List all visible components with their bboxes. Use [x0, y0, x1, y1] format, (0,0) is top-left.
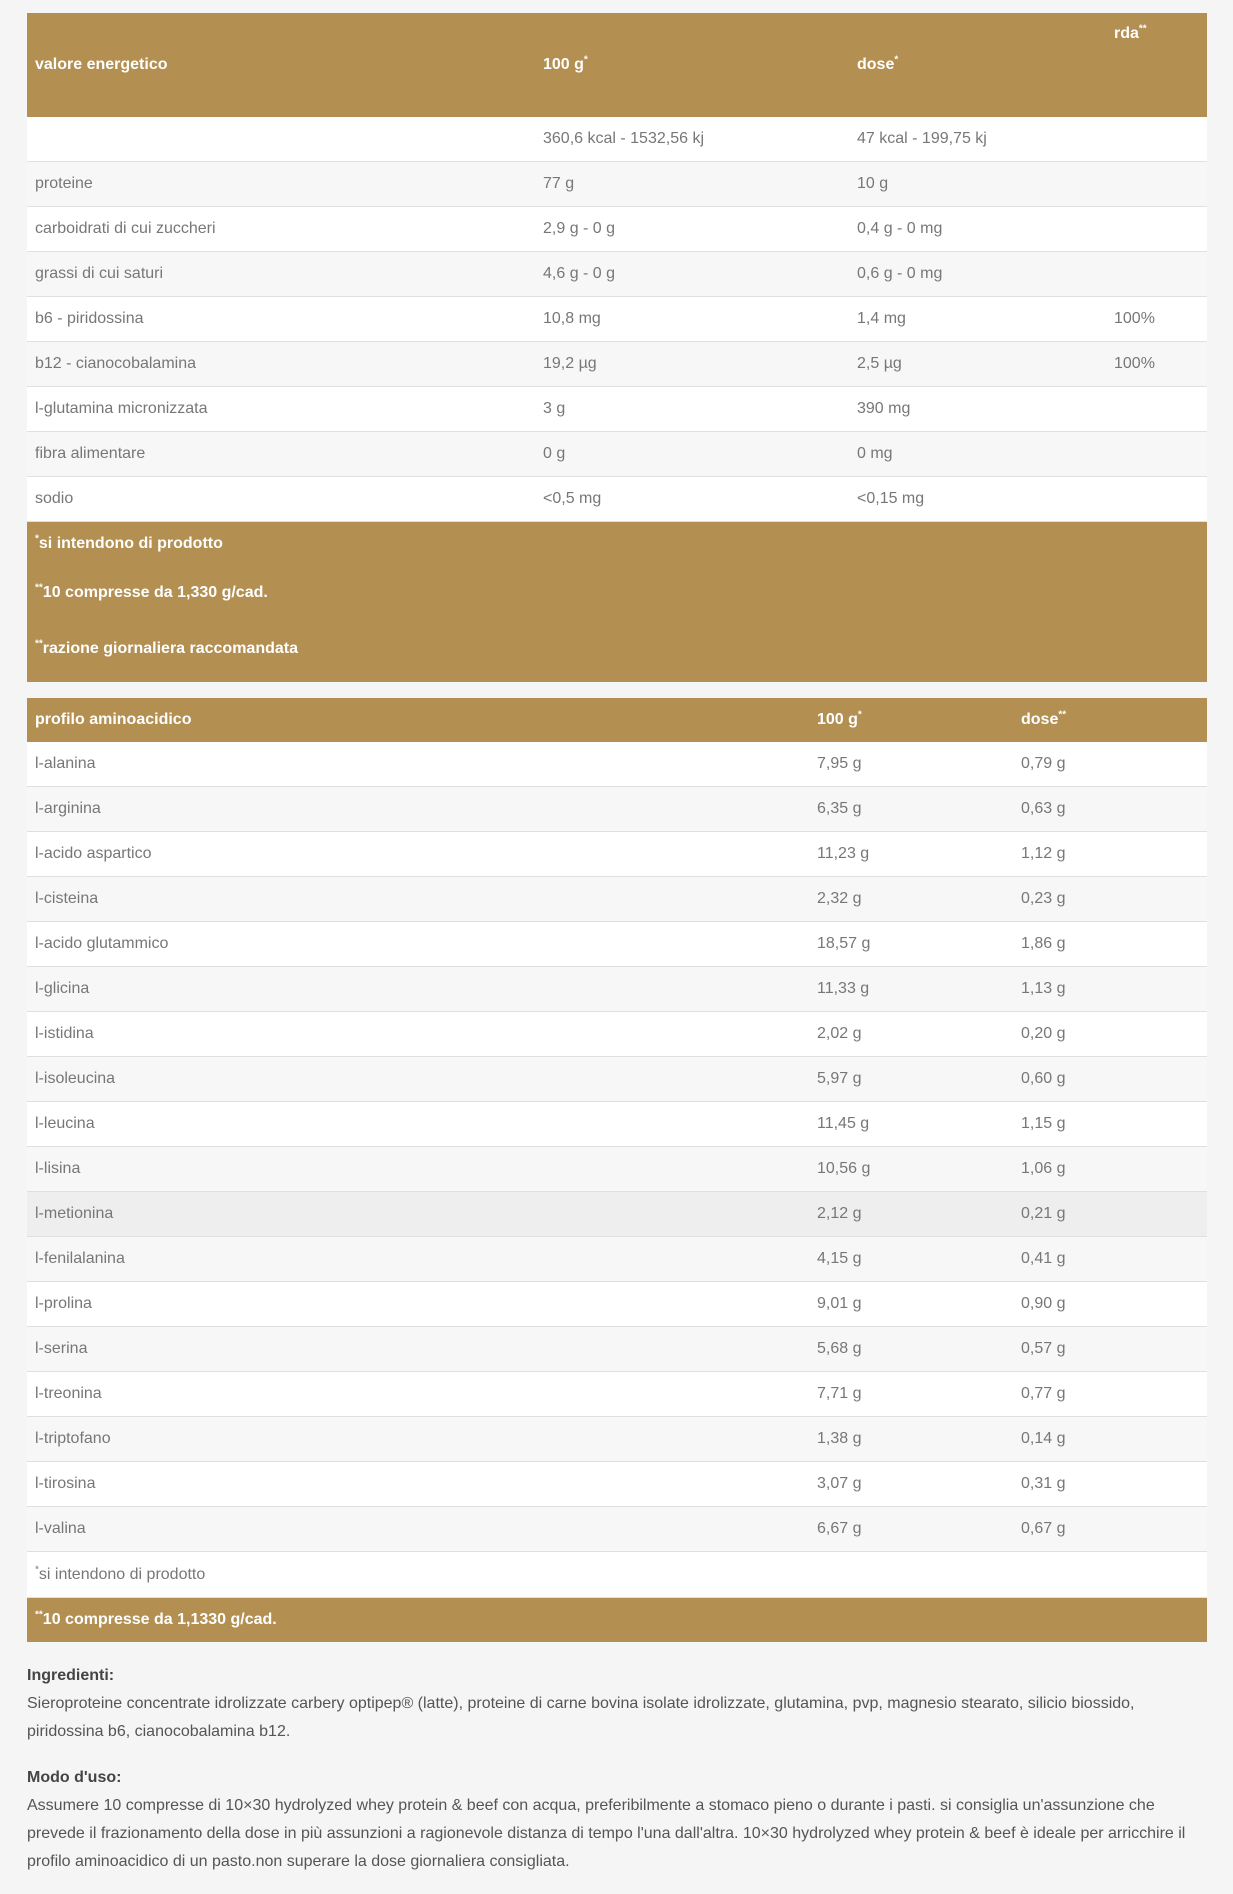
nutrition-header-per100: 100 g*: [543, 54, 588, 73]
amino-row: [27, 787, 1207, 832]
amino-cell-per100: 6,35 g: [809, 787, 1013, 832]
amino-row: [27, 1462, 1207, 1507]
usage-label: Modo d'uso:: [27, 1769, 122, 1786]
amino-cell-per100: 5,97 g: [809, 1057, 1013, 1102]
amino-cell-name: l-serina: [27, 1327, 809, 1372]
amino-cell-per100: 6,67 g: [809, 1507, 1013, 1552]
amino-cell-name: l-lisina: [27, 1147, 809, 1192]
amino-row: [27, 832, 1207, 877]
ingredients-label: Ingredienti:: [27, 1667, 115, 1684]
amino-row: [27, 1372, 1207, 1417]
nutrition-cell-dose: 390 mg: [849, 387, 1106, 432]
nutrition-cell-name: b12 - cianocobalamina: [27, 342, 535, 387]
amino-header-name: profilo aminoacidico: [35, 711, 192, 728]
amino-row: [27, 1102, 1207, 1147]
nutrition-cell-rda: 100%: [1106, 297, 1207, 342]
amino-row: [27, 922, 1207, 967]
amino-cell-dose: 1,06 g: [1013, 1147, 1207, 1192]
nutrition-cell-per100: 360,6 kcal - 1532,56 kj: [535, 117, 849, 162]
nutrition-row: [27, 117, 1207, 162]
nutrition-cell-per100: 4,6 g - 0 g: [535, 252, 849, 297]
amino-cell-per100: 2,12 g: [809, 1192, 1013, 1237]
amino-row: [27, 1417, 1207, 1462]
amino-cell-name: l-triptofano: [27, 1417, 809, 1462]
nutrition-cell-dose: 1,4 mg: [849, 297, 1106, 342]
nutrition-cell-per100: 3 g: [535, 387, 849, 432]
nutrition-cell-rda: 100%: [1106, 342, 1207, 387]
amino-cell-dose: 1,12 g: [1013, 832, 1207, 877]
nutrition-cell-dose: 47 kcal - 199,75 kj: [849, 117, 1106, 162]
amino-cell-name: l-istidina: [27, 1012, 809, 1057]
nutrition-cell-name: [27, 117, 535, 162]
nutrition-footnotes-row: [27, 522, 1207, 683]
amino-cell-name: l-cisteina: [27, 877, 809, 922]
amino-cell-per100: 1,38 g: [809, 1417, 1013, 1462]
amino-footer: **10 compresse da 1,1330 g/cad.: [35, 1609, 277, 1628]
nutrition-cell-per100: 0 g: [535, 432, 849, 477]
amino-cell-per100: 10,56 g: [809, 1147, 1013, 1192]
amino-cell-name: l-metionina: [27, 1192, 809, 1237]
amino-cell-dose: 1,13 g: [1013, 967, 1207, 1012]
nutrition-cell-dose: 0,6 g - 0 mg: [849, 252, 1106, 297]
amino-cell-dose: 1,15 g: [1013, 1102, 1207, 1147]
nutrition-cell-name: sodio: [27, 477, 535, 522]
nutrition-table: [27, 13, 1207, 682]
amino-cell-name: l-tirosina: [27, 1462, 809, 1507]
amino-cell-per100: 2,02 g: [809, 1012, 1013, 1057]
nutrition-cell-per100: 2,9 g - 0 g: [535, 207, 849, 252]
amino-cell-dose: 0,79 g: [1013, 742, 1207, 787]
amino-row: [27, 1282, 1207, 1327]
amino-header-per100: 100 g*: [817, 709, 862, 728]
amino-cell-name: l-glicina: [27, 967, 809, 1012]
amino-cell-dose: 0,60 g: [1013, 1057, 1207, 1102]
amino-cell-name: l-arginina: [27, 787, 809, 832]
nutrition-cell-rda: [1106, 387, 1207, 432]
nutrition-cell-rda: [1106, 477, 1207, 522]
nutrition-cell-rda: [1106, 117, 1207, 162]
nutrition-row: [27, 477, 1207, 522]
amino-cell-dose: 0,20 g: [1013, 1012, 1207, 1057]
amino-cell-dose: 0,41 g: [1013, 1237, 1207, 1282]
amino-cell-per100: 18,57 g: [809, 922, 1013, 967]
nutrition-cell-name: proteine: [27, 162, 535, 207]
usage-section: [27, 1764, 1207, 1876]
footnote-tablets: **10 compresse da 1,330 g/cad.: [35, 582, 268, 601]
nutrition-row: [27, 252, 1207, 297]
amino-footer-row: [27, 1598, 1207, 1643]
nutrition-cell-rda: [1106, 432, 1207, 477]
amino-cell-name: l-alanina: [27, 742, 809, 787]
amino-cell-dose: 0,21 g: [1013, 1192, 1207, 1237]
nutrition-cell-rda: [1106, 252, 1207, 297]
nutrition-cell-dose: 10 g: [849, 162, 1106, 207]
amino-cell-per100: 7,71 g: [809, 1372, 1013, 1417]
nutrition-cell-name: b6 - piridossina: [27, 297, 535, 342]
amino-note: *si intendono di prodotto: [27, 1552, 1207, 1598]
amino-row: [27, 1327, 1207, 1372]
usage-text: Assumere 10 compresse di 10×30 hydrolyzed whey protein & beef con acqua, preferibilmente a stomaco pieno o durante i pasti. si consiglia un'assunzione che prevede il frazionamento della dose in più assunzioni a ragionevole distanza di tempo l'una dall'altra. 10×30 hydrolyzed whey protein & beef è ideale per arricchire il profilo aminoacidico di un pasto.non superare la dose giornaliera consigliata.: [27, 1797, 1186, 1870]
nutrition-row: [27, 297, 1207, 342]
footnote-product: *si intendono di prodotto: [35, 533, 223, 552]
amino-cell-dose: 1,86 g: [1013, 922, 1207, 967]
amino-cell-per100: 2,32 g: [809, 877, 1013, 922]
amino-cell-name: l-leucina: [27, 1102, 809, 1147]
amino-row: [27, 742, 1207, 787]
ingredients-section: [27, 1662, 1207, 1746]
amino-note-row: [27, 1552, 1207, 1598]
nutrition-cell-name: grassi di cui saturi: [27, 252, 535, 297]
nutrition-cell-dose: 2,5 µg: [849, 342, 1106, 387]
nutrition-header-dose: dose*: [857, 54, 899, 73]
nutrition-header-rda: rda**: [1114, 23, 1147, 42]
nutrition-footnotes: [27, 522, 1207, 683]
amino-table: [27, 698, 1207, 1642]
amino-row: [27, 1012, 1207, 1057]
amino-cell-dose: 0,23 g: [1013, 877, 1207, 922]
amino-cell-per100: 5,68 g: [809, 1327, 1013, 1372]
nutrition-cell-rda: [1106, 162, 1207, 207]
nutrition-cell-rda: [1106, 207, 1207, 252]
amino-cell-per100: 3,07 g: [809, 1462, 1013, 1507]
amino-cell-per100: 11,45 g: [809, 1102, 1013, 1147]
nutrition-row: [27, 162, 1207, 207]
nutrition-cell-per100: 77 g: [535, 162, 849, 207]
nutrition-row: [27, 387, 1207, 432]
nutrition-cell-name: l-glutamina micronizzata: [27, 387, 535, 432]
amino-cell-name: l-treonina: [27, 1372, 809, 1417]
amino-cell-dose: 0,57 g: [1013, 1327, 1207, 1372]
nutrition-row: [27, 432, 1207, 477]
amino-row: [27, 1507, 1207, 1552]
amino-cell-name: l-acido glutammico: [27, 922, 809, 967]
nutrition-row: [27, 207, 1207, 252]
nutrition-cell-per100: 10,8 mg: [535, 297, 849, 342]
amino-header-dose: dose**: [1021, 709, 1067, 728]
amino-cell-dose: 0,77 g: [1013, 1372, 1207, 1417]
nutrition-cell-dose: 0 mg: [849, 432, 1106, 477]
nutrition-cell-per100: 19,2 µg: [535, 342, 849, 387]
amino-cell-per100: 7,95 g: [809, 742, 1013, 787]
nutrition-cell-per100: <0,5 mg: [535, 477, 849, 522]
amino-header-row: [27, 698, 1207, 742]
ingredients-text: Sieroproteine concentrate idrolizzate carbery optipep® (latte), proteine di carne bovina isolate idrolizzate, glutamina, pvp, magnesio stearato, silicio biossido, piridossina b6, cianocobalamina b12.: [27, 1695, 1135, 1740]
amino-cell-name: l-valina: [27, 1507, 809, 1552]
nutrition-cell-dose: 0,4 g - 0 mg: [849, 207, 1106, 252]
amino-row: [27, 877, 1207, 922]
product-info: [27, 1662, 1207, 1876]
nutrition-cell-dose: <0,15 mg: [849, 477, 1106, 522]
amino-row: [27, 1147, 1207, 1192]
nutrition-header-row: [27, 13, 1207, 117]
amino-cell-per100: 9,01 g: [809, 1282, 1013, 1327]
amino-row: [27, 1057, 1207, 1102]
amino-cell-dose: 0,31 g: [1013, 1462, 1207, 1507]
nutrition-row: [27, 342, 1207, 387]
amino-cell-name: l-isoleucina: [27, 1057, 809, 1102]
amino-cell-name: l-acido aspartico: [27, 832, 809, 877]
content: [27, 13, 1207, 1894]
amino-cell-dose: 0,63 g: [1013, 787, 1207, 832]
amino-cell-dose: 0,90 g: [1013, 1282, 1207, 1327]
nutrition-cell-name: carboidrati di cui zuccheri: [27, 207, 535, 252]
nutrition-header-name: valore energetico: [35, 56, 168, 73]
amino-cell-per100: 11,23 g: [809, 832, 1013, 877]
amino-cell-name: l-prolina: [27, 1282, 809, 1327]
amino-row: [27, 1237, 1207, 1282]
nutrition-cell-name: fibra alimentare: [27, 432, 535, 477]
amino-cell-dose: 0,67 g: [1013, 1507, 1207, 1552]
amino-cell-name: l-fenilalanina: [27, 1237, 809, 1282]
amino-cell-per100: 4,15 g: [809, 1237, 1013, 1282]
amino-cell-per100: 11,33 g: [809, 967, 1013, 1012]
amino-row: [27, 967, 1207, 1012]
amino-row: [27, 1192, 1207, 1237]
amino-cell-dose: 0,14 g: [1013, 1417, 1207, 1462]
footnote-rda: **razione giornaliera raccomandata: [35, 638, 298, 657]
